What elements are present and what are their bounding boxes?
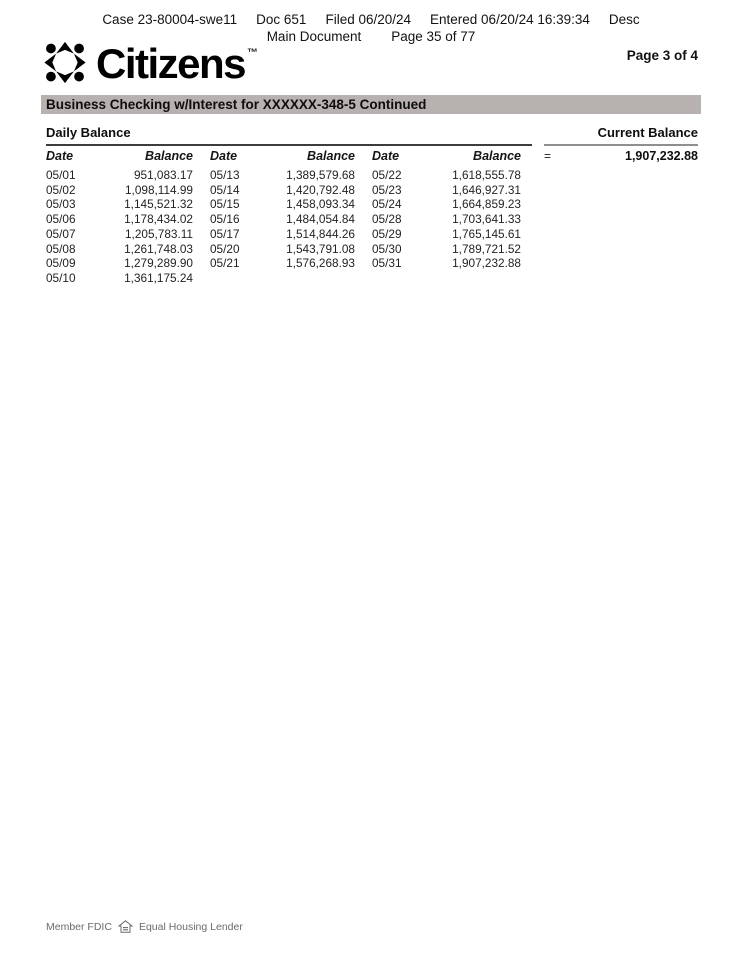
balance-cell: 1,361,175.24 [124,270,193,285]
date-balance-pair [210,197,355,212]
main-document-label: Main Document [266,29,362,44]
current-balance-label: Current Balance [597,125,698,140]
date-balance-pair [46,212,193,227]
date-balance-pair [372,168,521,183]
daily-balance-row [46,197,521,212]
daily-balance-row [46,256,521,271]
date-balance-pair [372,227,521,242]
daily-balance-row [46,168,521,183]
balance-cell: 1,389,579.68 [286,168,355,182]
daily-balance-row [46,271,521,286]
balance-header: Balance [145,149,193,163]
equal-housing-lender-icon [118,920,133,933]
brand-name: Citizens [96,40,246,87]
date-balance-pair [210,256,355,271]
date-cell: 05/23 [372,182,402,197]
date-balance-pair [46,168,193,183]
header-pair-1 [46,149,193,164]
date-balance-pair [210,227,355,242]
equal-housing-lender-label: Equal Housing Lender [138,920,243,933]
date-balance-pair [210,271,355,286]
balance-cell: 1,907,232.88 [452,256,521,271]
date-cell: 05/24 [372,197,402,212]
date-cell: 05/29 [372,226,402,241]
date-balance-pair [46,183,193,198]
balance-cell: 1,458,093.34 [286,197,355,212]
date-balance-pair [46,271,193,286]
daily-balance-row [46,227,521,242]
brand-row [40,40,698,85]
date-cell: 05/16 [210,212,240,227]
citizens-logo [40,40,258,85]
date-cell: 05/28 [372,212,402,227]
date-balance-pair [46,256,193,271]
table-rule-left [46,144,532,146]
date-cell: 05/30 [372,241,402,256]
member-fdic-label: Member FDIC [46,920,112,933]
doc-number: Doc 651 [256,12,307,27]
date-balance-pair [46,242,193,257]
balance-cell: 1,205,783.11 [124,226,193,241]
balance-cell: 1,261,748.03 [124,241,193,256]
balance-cell: 1,664,859.23 [452,197,521,212]
date-balance-pair [372,183,521,198]
date-balance-pair [372,242,521,257]
date-balance-pair [46,197,193,212]
filing-page-number: Page 35 of 77 [391,29,476,44]
date-header: Date [372,149,400,163]
current-balance-row [544,149,698,163]
balance-header: Balance [307,149,355,163]
section-banner: Business Checking w/Interest for XXXXXX-348-5 Continued [41,95,701,114]
balance-cell: 1,098,114.99 [124,182,193,197]
date-header: Date [46,149,74,163]
daily-balance-row [46,242,521,257]
date-cell: 05/21 [210,256,240,271]
balance-cell: 1,618,555.78 [452,168,521,182]
date-cell: 05/15 [210,197,240,212]
balance-cell: 1,543,791.08 [286,241,355,256]
balance-cell: 1,703,641.33 [452,212,521,227]
equals-sign: = [544,149,552,163]
filed-date: Filed 06/20/24 [325,12,412,27]
daily-balance-section [46,125,698,285]
balance-header: Balance [473,149,521,163]
date-cell: 05/13 [210,168,240,182]
entered-date: Entered 06/20/24 16:39:34 [430,12,590,27]
date-cell: 05/08 [46,241,76,256]
citizens-daisywheel-icon [40,40,90,85]
balance-cell: 1,484,054.84 [286,212,355,227]
header-pair-2 [210,149,355,164]
date-cell: 05/01 [46,168,76,182]
daily-balance-row [46,183,521,198]
date-cell: 05/02 [46,182,76,197]
date-balance-pair [210,212,355,227]
date-cell: 05/22 [372,168,402,182]
date-cell: 05/31 [372,256,402,271]
balance-titles-row [46,125,698,140]
date-balance-pair [210,168,355,183]
statement-footer [46,920,243,933]
table-header-row [46,149,521,164]
date-cell: 05/10 [46,270,76,285]
date-cell: 05/17 [210,226,240,241]
court-filing-line1 [0,12,742,28]
case-number: Case 23-80004-swe11 [102,12,238,27]
date-cell: 05/06 [46,212,76,227]
balance-cell: 1,178,434.02 [124,212,193,227]
header-pair-3 [372,149,521,164]
balance-cell: 951,083.17 [133,168,193,182]
date-balance-pair [372,212,521,227]
date-balance-pair [210,242,355,257]
balance-cell: 1,765,145.61 [452,226,521,241]
table-rule-right [544,144,698,146]
daily-balance-row [46,212,521,227]
date-cell: 05/09 [46,256,76,271]
balance-cell: 1,789,721.52 [452,241,521,256]
date-cell: 05/07 [46,226,76,241]
balance-cell: 1,145,521.32 [124,197,193,212]
date-header: Date [210,149,238,163]
date-cell: 05/03 [46,197,76,212]
desc-label: Desc [608,12,640,27]
date-cell: 05/20 [210,241,240,256]
date-balance-pair [46,227,193,242]
statement-page-number: Page 3 of 4 [626,48,698,63]
date-cell: 05/14 [210,182,240,197]
balance-cell: 1,279,289.90 [124,256,193,271]
date-balance-pair [372,271,521,286]
balance-cell: 1,576,268.93 [286,256,355,271]
balance-cell: 1,420,792.48 [286,182,355,197]
balance-cell: 1,646,927.31 [452,182,521,197]
balance-cell: 1,514,844.26 [286,226,355,241]
date-balance-pair [372,197,521,212]
date-balance-pair [210,183,355,198]
current-balance-value: 1,907,232.88 [625,149,698,163]
daily-balance-rows [46,168,521,286]
daily-balance-title: Daily Balance [46,125,131,140]
date-balance-pair [372,256,521,271]
trademark-symbol: ™ [247,47,259,59]
